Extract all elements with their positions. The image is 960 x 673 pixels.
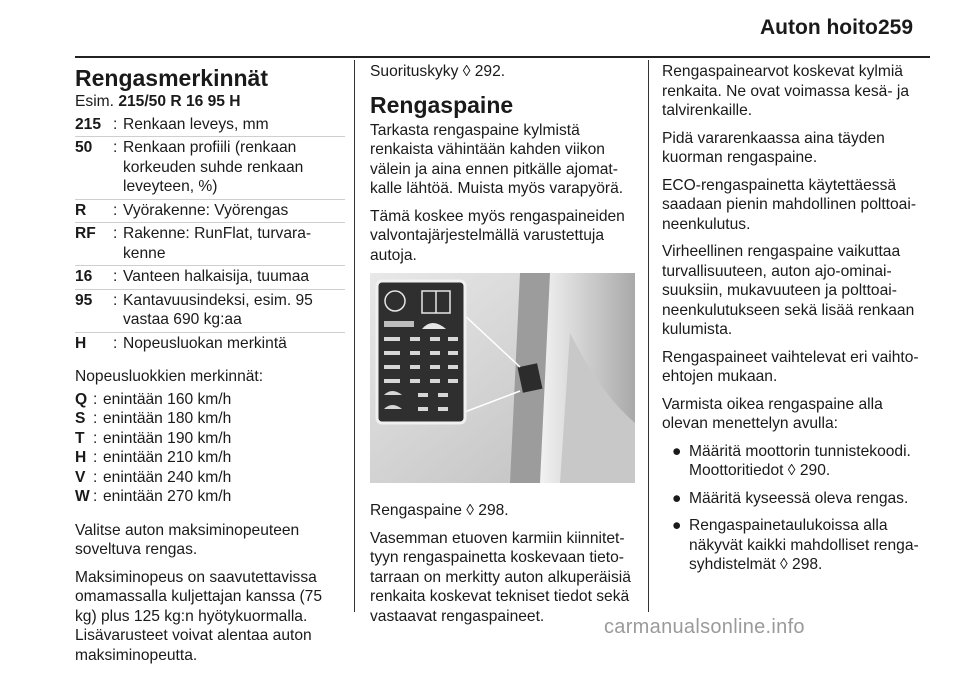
- definition-colon: :: [113, 115, 118, 133]
- tire-label-photo: [370, 273, 635, 483]
- definition-value: enintään 210 km/h: [103, 449, 232, 466]
- bullet-dot-icon: ●: [672, 489, 682, 507]
- definition-colon: :: [113, 291, 118, 309]
- definition-value: Nopeusluokan merkintä: [123, 334, 287, 352]
- definition-colon: :: [113, 334, 118, 352]
- paragraph-check-pressure: Tarkasta rengaspaine kylmistä renkaista vähintään kahden viikon välein ja aina ennen pitkälle ajomatkalle lähtöä. Muista myös varapyörä.: [370, 121, 624, 197]
- definition-key: V: [75, 468, 86, 486]
- definition-separator: [75, 136, 345, 137]
- definition-colon: :: [93, 449, 98, 466]
- column-pressure-notes: [662, 62, 932, 583]
- cross-reference-tire-pressure: Rengaspaine ◊ 298.: [370, 502, 509, 519]
- definition-key: R: [75, 201, 87, 219]
- definition-separator: [75, 199, 345, 200]
- definition-key: 16: [75, 268, 93, 285]
- definition-key: H: [75, 449, 87, 466]
- pressure-notes-paragraphs: [662, 62, 932, 434]
- definition-colon: :: [113, 268, 118, 285]
- paragraph-monitoring-system: Tämä koskee myös rengaspaineiden valvontajärjestelmällä varustettuja autoja.: [370, 207, 625, 264]
- pressure-note-paragraph: Rengaspainearvot koskevat kylmiä renkaita. Ne ovat voimassa kesä- ja talvirenkaille.: [662, 63, 910, 119]
- definition-separator: [75, 332, 345, 333]
- definition-separator: [75, 222, 345, 223]
- definition-key: T: [75, 429, 85, 447]
- bullet-dot-icon: ●: [672, 517, 682, 534]
- site-watermark: carmanualsonline.info: [604, 616, 805, 638]
- definition-colon: :: [93, 390, 98, 408]
- definition-value: enintään 240 km/h: [103, 468, 232, 486]
- bullet-item: [662, 489, 932, 509]
- paragraph-door-label: Vasemman etuoven karmiin kiinnitettyyn rengaspainetta koskevaan tietotarraan on merkitty auton alkuperäisiä renkaita koskevat tekniset tiedot sekä vastaavat rengaspaineet.: [370, 529, 631, 625]
- definition-key: RF: [75, 225, 96, 242]
- bullet-text: Määritä moottorin tunnistekoodi. Moottoritiedot ◊ 290.: [689, 442, 911, 479]
- definition-value: enintään 160 km/h: [103, 390, 232, 408]
- section-heading-tire-pressure: Rengaspaine: [370, 91, 514, 118]
- marking-definitions: [75, 115, 345, 354]
- definition-value: Kantavuusindeksi, esim. 95 vastaa 690 kg:aa: [123, 291, 313, 328]
- door-frame-tire-label-illustration: [370, 273, 635, 483]
- definition-value: Vyörakenne: Vyörengas: [123, 201, 289, 219]
- page-header-title: Auton hoito: [760, 16, 878, 39]
- definition-key: H: [75, 334, 87, 352]
- paragraph-choose-tire: Valitse auton maksiminopeuteen soveltuva rengas.: [75, 521, 300, 558]
- pressure-note-paragraph: ECO-rengaspainetta käytettäessä saadaan pienin mahdollinen polttoaineenkulutus.: [662, 176, 917, 233]
- column-tire-pressure: [370, 62, 635, 634]
- definition-colon: :: [113, 201, 118, 219]
- example-line: [75, 92, 345, 112]
- column-divider-left: [354, 60, 355, 612]
- definition-colon: :: [93, 468, 98, 486]
- example-prefix: Esim.: [75, 93, 119, 110]
- column-divider-right: [648, 60, 649, 612]
- speed-codes-intro: Nopeusluokkien merkinnät:: [75, 368, 264, 385]
- definition-colon: :: [93, 429, 98, 447]
- definition-colon: :: [93, 410, 98, 427]
- header-rule: [75, 56, 930, 58]
- definition-colon: :: [113, 225, 118, 242]
- definition-value: enintään 190 km/h: [103, 429, 232, 447]
- definition-value: Rakenne: RunFlat, turvarakenne: [123, 225, 312, 262]
- bullet-item: [662, 442, 932, 481]
- definition-value: enintään 270 km/h: [103, 488, 232, 505]
- definition-key: 95: [75, 291, 93, 309]
- definition-colon: :: [113, 139, 118, 156]
- procedure-bullet-list: [662, 442, 932, 575]
- paragraph-max-speed: Maksiminopeus on saavutettavissa omamassalla kuljettajan kanssa (75 kg) plus 125 kg:n hyötykuormalla. Lisävarusteet voivat alentaa auton maksiminopeutta.: [75, 568, 323, 664]
- section-heading-tire-markings: Rengasmerkinnät: [75, 65, 269, 91]
- pressure-note-paragraph: Varmista oikea rengaspaine alla olevan menettelyn avulla:: [662, 395, 883, 432]
- definition-key: S: [75, 410, 86, 427]
- cross-reference-performance: Suorituskyky ◊ 292.: [370, 63, 506, 80]
- speed-code-list: [75, 390, 345, 507]
- bullet-item: [662, 516, 932, 575]
- definition-key: 215: [75, 115, 102, 133]
- definition-colon: :: [93, 488, 98, 505]
- page-number: 259: [878, 16, 914, 39]
- pressure-note-paragraph: Rengaspaineet vaihtelevat eri vaihtoehtojen mukaan.: [662, 348, 919, 385]
- definition-separator: [75, 289, 345, 290]
- bullet-dot-icon: ●: [672, 442, 682, 460]
- bullet-text: Määritä kyseessä oleva rengas.: [689, 489, 909, 507]
- definition-value: Renkaan profiili (renkaan korkeuden suhde renkaan leveyteen, %): [123, 139, 304, 195]
- definition-key: W: [75, 488, 90, 505]
- example-code: 215/50 R 16 95 H: [118, 93, 241, 110]
- definition-separator: [75, 265, 345, 266]
- bullet-text: Rengaspainetaulukoissa alla näkyvät kaikki mahdolliset rengasyhdistelmät ◊ 298.: [689, 517, 919, 573]
- pressure-note-paragraph: Pidä vararenkaassa aina täyden kuorman rengaspaine.: [662, 129, 885, 166]
- definition-value: Renkaan leveys, mm: [123, 115, 269, 133]
- column-tire-markings: [75, 60, 345, 673]
- definition-key: 50: [75, 139, 93, 156]
- definition-key: Q: [75, 390, 88, 408]
- definition-value: Vanteen halkaisija, tuumaa: [123, 268, 310, 285]
- pressure-note-paragraph: Virheellinen rengaspaine vaikuttaa turvallisuuteen, auton ajo-ominaisuuksiin, mukavuuteen ja polttoaineenkulutukseen sekä lisää renkaan kulumista.: [662, 243, 915, 338]
- definition-value: enintään 180 km/h: [103, 410, 232, 427]
